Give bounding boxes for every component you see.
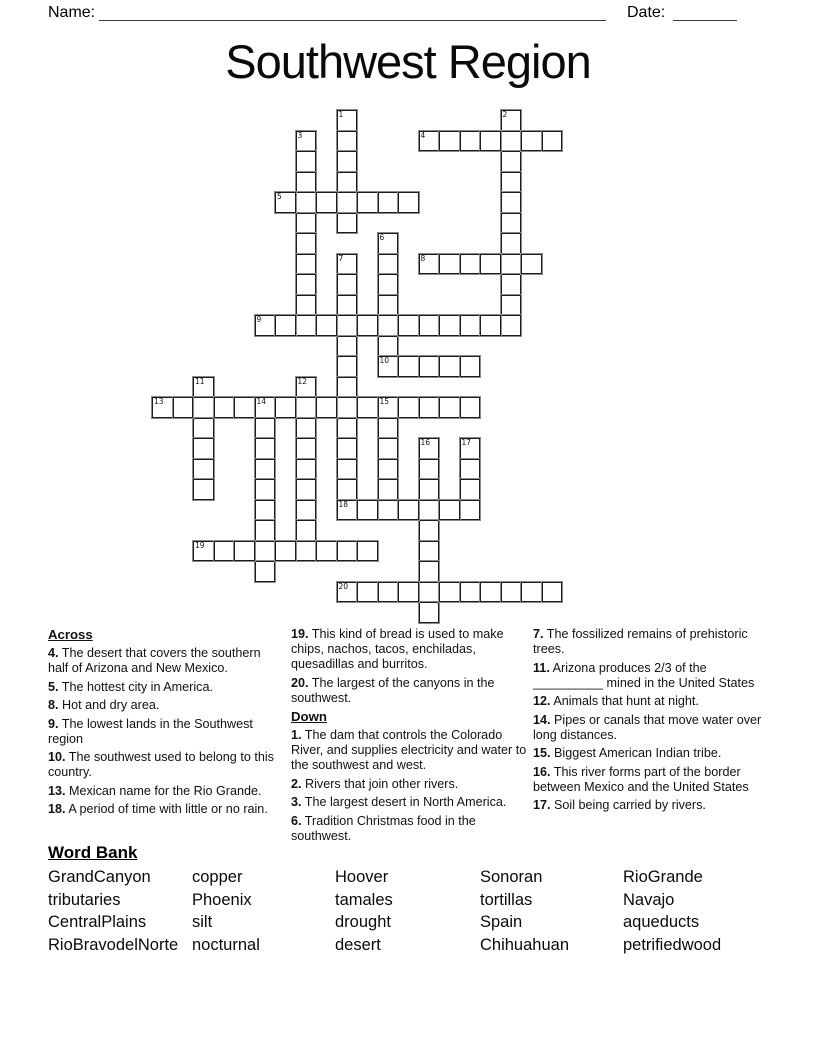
grid-cell [337,274,358,295]
grid-cell [193,397,214,418]
grid-cell [337,315,358,336]
word-bank-item: GrandCanyon [48,868,151,886]
clue-number: 13. [48,783,66,798]
grid-cell [296,274,317,295]
word-bank-item: tortillas [480,890,533,909]
grid-cell [296,315,317,336]
clue-item: 11. Arizona produces 2/3 of the __________ mined in the United States [533,660,755,690]
grid-cell [378,418,399,439]
grid-cell [337,377,358,398]
cell-number: 3 [297,130,303,140]
grid-cell [378,500,399,521]
cell-number: 20 [338,581,349,591]
grid-cell [255,438,276,459]
clue-item: 10. The southwest used to belong to this country. [48,750,274,779]
clue-item: 16. This river forms part of the border between Mexico and the United States [533,764,749,794]
clue-item: 5. The hottest city in America. [48,679,213,694]
grid-cell [398,356,419,377]
grid-cell [296,459,317,480]
grid-cell [460,254,481,275]
cell-number: 5 [277,192,282,201]
grid-cell [337,356,358,377]
word-bank-heading: Word Bank [48,843,138,862]
grid-cell [255,397,276,418]
grid-cell [234,397,255,418]
grid-cell [378,336,399,357]
word-bank-column [335,866,393,956]
grid-cell [275,192,296,213]
clue-item: 3. The largest desert in North America. [291,795,507,809]
clue-number: 2. [291,776,302,791]
grid-cell [439,356,460,377]
grid-cell [337,582,358,603]
grid-cell [152,397,173,418]
grid-cell [521,582,542,603]
grid-cell [337,479,358,500]
word-bank-item: Navajo [623,890,675,909]
name-blank-line [99,20,606,21]
grid-cell [357,315,378,336]
grid-cell [501,192,522,213]
word-bank-item: Sonoran [480,868,543,886]
cell-number: 15 [379,397,390,406]
word-bank-item: Phoenix [192,890,252,909]
crossword-grid [152,110,563,623]
word-bank-item: tributaries [48,890,121,909]
grid-cell [378,397,399,418]
clue-item: 20. The largest of the canyons in the southwest. [291,675,495,705]
clue-item: 17. Soil being carried by rivers. [533,798,706,812]
grid-cell [337,336,358,357]
grid-cell [419,356,440,377]
clue-number: 4. [48,646,59,660]
word-bank-item: desert [335,935,381,954]
grid-cell [542,131,563,152]
grid-cell [296,213,317,234]
grid-cell [337,500,358,521]
grid-cell [460,479,481,500]
grid-cell [255,479,276,500]
grid-cell [460,131,481,152]
grid-cell [439,582,460,603]
grid-cell [296,377,317,398]
grid-cell [255,520,276,541]
grid-cell [255,500,276,521]
grid-cell [275,315,296,336]
grid-cell [398,397,419,418]
word-bank-column [192,866,260,956]
grid-cell [460,356,481,377]
grid-cell [398,582,419,603]
clue-number: 14. [533,712,551,727]
grid-cell [378,438,399,459]
grid-cell [378,582,399,603]
grid-cell [521,254,542,275]
word-bank-item: RioBravodelNorte [48,935,179,954]
grid-cell [296,295,317,316]
word-bank-item: petrifiedwood [623,935,722,954]
clue-number: 9. [48,716,59,731]
grid-cell [460,582,481,603]
grid-cell [378,356,399,377]
cell-number: 2 [502,110,508,119]
grid-cell [337,541,358,562]
grid-cell [296,151,317,172]
clue-number: 6. [291,813,302,828]
cell-number: 19 [195,540,205,550]
grid-cell [255,315,276,336]
cell-number: 11 [195,376,205,386]
clue-section-heading: Down [291,709,327,724]
grid-cell [501,233,522,254]
grid-cell [337,151,358,172]
grid-cell [193,541,214,562]
grid-cell [460,438,481,459]
clue-section-heading: Across [48,627,93,642]
grid-cell [398,192,419,213]
clue-number: 5. [48,679,59,694]
grid-cell [439,500,460,521]
grid-cell [419,397,440,418]
clue-item: 14. Pipes or canals that move water over long distances. [533,712,762,742]
grid-cell [521,131,542,152]
grid-cell [542,582,563,603]
grid-cell [357,192,378,213]
clue-number: 15. [533,746,551,760]
clue-number: 1. [291,728,302,742]
grid-cell [419,131,440,152]
grid-cell [337,192,358,213]
grid-cell [378,233,399,254]
grid-cell [296,418,317,439]
clue-item: 4. The desert that covers the southern half of Arizona and New Mexico. [48,646,261,675]
cell-number: 12 [297,376,308,386]
grid-cell [501,172,522,193]
grid-cell [419,500,440,521]
clues-column-3 [533,627,776,817]
grid-cell [419,520,440,541]
cell-number: 8 [420,253,426,263]
clue-number: 7. [533,627,544,641]
grid-cell [193,479,214,500]
cell-number: 18 [338,499,349,509]
cell-number: 14 [256,397,267,406]
clues-column-1 [48,627,281,821]
grid-cell [501,213,522,234]
grid-cell [460,459,481,480]
grid-cell [337,254,358,275]
grid-cell [501,295,522,316]
grid-cell [316,397,337,418]
clue-number: 8. [48,698,59,712]
word-bank-item: aqueducts [623,913,700,931]
grid-cell [296,520,317,541]
grid-cell [378,479,399,500]
word-bank-item: silt [192,913,213,931]
grid-cell [337,295,358,316]
grid-cell [296,500,317,521]
grid-cell [255,459,276,480]
word-bank-item: tamales [335,890,393,909]
clue-number: 10. [48,750,66,764]
cell-number: 16 [420,438,431,447]
grid-cell [214,397,235,418]
grid-cell [378,254,399,275]
word-bank-item: Chihuahuan [480,935,569,954]
clue-number: 17. [533,798,551,812]
grid-cell [337,110,358,131]
clue-number: 16. [533,764,551,779]
grid-cell [296,438,317,459]
word-bank-item: drought [335,913,391,931]
clue-item: 18. A period of time with little or no rain. [48,802,268,816]
grid-cell [419,479,440,500]
grid-cell [255,561,276,582]
clue-item: 12. Animals that hunt at night. [533,694,699,708]
grid-cell [296,479,317,500]
clue-number: 20. [291,675,309,690]
clue-item: 8. Hot and dry area. [48,698,160,712]
grid-cell [296,397,317,418]
grid-cell [337,418,358,439]
grid-cell [480,582,501,603]
grid-cell [193,418,214,439]
grid-cell [501,315,522,336]
grid-cell [193,377,214,398]
word-bank-item: RioGrande [623,868,703,886]
word-bank-item: copper [192,868,243,886]
cell-number: 6 [379,233,385,242]
grid-cell [357,397,378,418]
grid-cell [419,438,440,459]
clue-number: 3. [291,795,302,809]
grid-cell [480,254,501,275]
grid-cell [501,110,522,131]
cell-number: 13 [154,397,164,406]
clues-column-2 [291,627,532,847]
grid-cell [501,131,522,152]
clue-item: 15. Biggest American Indian tribe. [533,746,722,760]
grid-cell [419,602,440,623]
grid-cell [234,541,255,562]
grid-cell [337,131,358,152]
grid-cell [316,192,337,213]
grid-cell [337,459,358,480]
cell-number: 9 [256,315,262,324]
grid-cell [501,151,522,172]
cell-number: 1 [338,110,344,119]
grid-cell [193,459,214,480]
grid-cell [419,541,440,562]
grid-cell [296,541,317,562]
date-label: Date: [627,4,666,21]
cell-number: 7 [338,253,344,263]
grid-cell [378,295,399,316]
page-title: Southwest Region [225,35,591,88]
grid-cell [439,131,460,152]
grid-cell [419,582,440,603]
grid-cell [439,397,460,418]
grid-cell [419,315,440,336]
grid-cell [460,500,481,521]
grid-cell [316,315,337,336]
grid-cell [378,315,399,336]
grid-cell [460,315,481,336]
grid-cell [419,561,440,582]
clue-item: 6. Tradition Christmas food in the southwest. [291,813,476,843]
name-label: Name: [48,4,96,21]
word-bank-column [480,866,569,956]
grid-cell [337,397,358,418]
clue-item: 7. The fossilized remains of prehistoric trees. [533,627,748,656]
date-blank-line [673,20,737,21]
grid-cell [419,459,440,480]
grid-cell [275,397,296,418]
word-bank-item: CentralPlains [48,913,147,931]
grid-cell [439,315,460,336]
grid-cell [419,254,440,275]
grid-cell [275,541,296,562]
clue-item: 19. This kind of bread is used to make chips, nachos, tacos, enchiladas, quesadillas and burritos. [291,627,504,671]
grid-cell [296,233,317,254]
grid-cell [480,131,501,152]
grid-cell [378,192,399,213]
cell-number: 10 [379,356,390,365]
grid-cell [193,438,214,459]
grid-cell [337,438,358,459]
grid-cell [296,254,317,275]
grid-cell [480,315,501,336]
grid-cell [398,315,419,336]
word-bank-item: nocturnal [192,935,260,954]
grid-cell [357,582,378,603]
grid-cell [378,459,399,480]
grid-cell [255,541,276,562]
clue-item: 13. Mexican name for the Rio Grande. [48,783,262,798]
clue-number: 19. [291,627,309,641]
grid-cell [357,541,378,562]
grid-cell [173,397,194,418]
grid-cell [337,213,358,234]
grid-cell [296,172,317,193]
word-bank-item: Hoover [335,868,389,886]
grid-cell [460,397,481,418]
grid-cell [501,254,522,275]
grid-cell [501,582,522,603]
grid-cell [357,500,378,521]
grid-cell [296,131,317,152]
grid-cell [296,192,317,213]
clue-item: 2. Rivers that join other rivers. [291,776,459,791]
clue-number: 18. [48,802,66,816]
word-bank-column [623,866,721,956]
clue-item: 9. The lowest lands in the Southwest region [48,716,253,746]
clue-number: 12. [533,694,551,708]
word-bank-item: Spain [480,913,523,931]
clue-number: 11. [533,660,550,675]
clue-item: 1. The dam that controls the Colorado River, and supplies electricity and water to the southwest and west. [291,728,527,772]
grid-cell [378,274,399,295]
grid-cell [439,254,460,275]
grid-cell [255,418,276,439]
cell-number: 4 [420,130,426,140]
grid-cell [337,172,358,193]
grid-cell [501,274,522,295]
grid-cell [398,500,419,521]
grid-cell [214,541,235,562]
cell-number: 17 [461,438,472,447]
word-bank-column [48,866,178,956]
grid-cell [316,541,337,562]
